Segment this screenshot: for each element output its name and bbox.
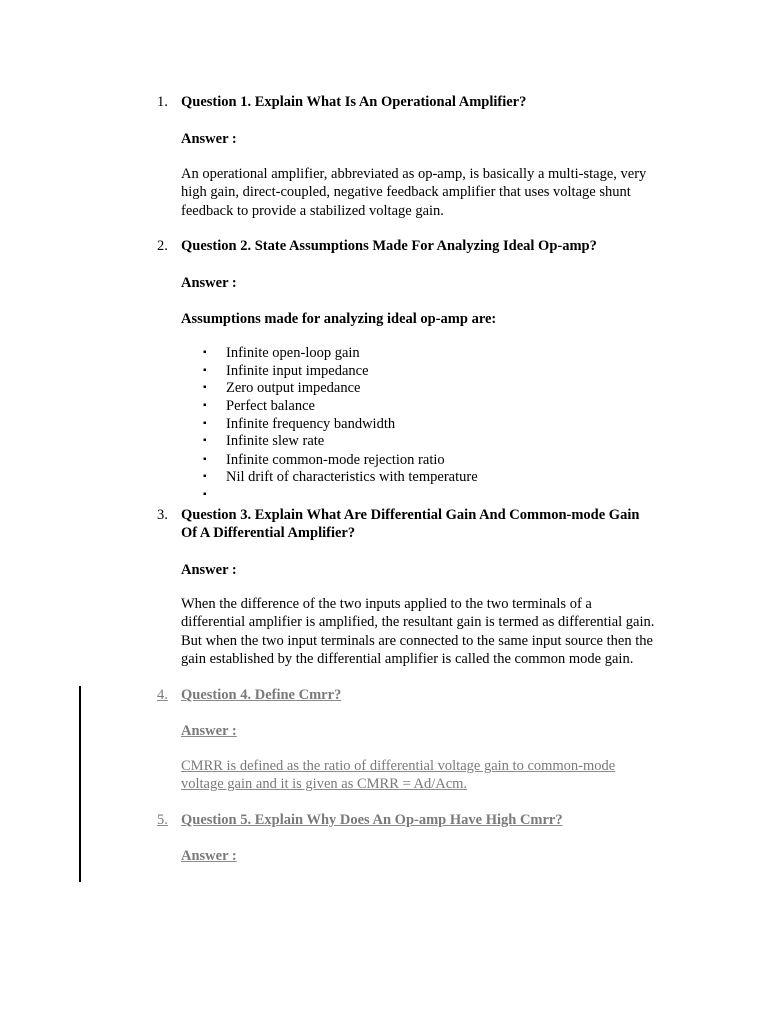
assumptions-intro: Assumptions made for analyzing ideal op-amp are: [181, 311, 497, 327]
answer-line: feedback to provide a stabilized voltage gain. [181, 202, 444, 219]
answer-line: voltage gain and it is given as CMRR = Ad/Acm. [181, 776, 468, 793]
list-item-text: Infinite input impedance [226, 362, 369, 379]
list-item-text: Infinite common-mode rejection ratio [226, 451, 445, 468]
question-title: Question 4. Define Cmrr? [181, 687, 342, 703]
answer-label: Answer : [181, 562, 237, 578]
answer-line: high gain, direct-coupled, negative feedback amplifier that uses voltage shunt [181, 184, 631, 201]
answer-label: Answer : [181, 848, 237, 864]
question-title [181, 506, 676, 542]
answer-paragraph [181, 165, 681, 220]
list-item-text: Perfect balance [226, 398, 315, 414]
bullet-icon: ▪ [203, 417, 207, 429]
bullet-icon: ▪ [203, 489, 207, 500]
answer-paragraph [181, 757, 681, 794]
question-title-line: Question 3. Explain What Are Differential Gain And Common-mode Gain [181, 507, 640, 523]
list-item-text: Infinite open-loop gain [226, 345, 360, 361]
question-number: 4. [157, 687, 168, 703]
answer-label: Answer : [181, 275, 237, 291]
question-number: 5. [157, 812, 168, 828]
answer-label: Answer : [181, 131, 237, 147]
list-item-text: Infinite frequency bandwidth [226, 415, 396, 432]
question-title: Question 1. Explain What Is An Operational Amplifier? [181, 94, 527, 110]
answer-line: An operational amplifier, abbreviated as op-amp, is basically a multi-stage, very [181, 166, 647, 182]
bullet-icon: ▪ [203, 347, 207, 358]
list-item-text: Infinite slew rate [226, 433, 325, 449]
bullet-icon: ▪ [203, 453, 207, 465]
answer-label: Answer : [181, 723, 237, 739]
question-title-line: Of A Differential Amplifier? [181, 525, 356, 541]
bullet-icon: ▪ [203, 364, 207, 376]
bullet-icon: ▪ [203, 435, 207, 446]
answer-paragraph [181, 595, 681, 668]
bullet-icon: ▪ [203, 471, 207, 482]
revision-change-bar [79, 686, 81, 882]
bullet-icon: ▪ [203, 400, 207, 411]
question-number: 1. [157, 94, 168, 110]
question-title: Question 2. State Assumptions Made For Analyzing Ideal Op-amp? [181, 238, 597, 254]
question-number: 3. [157, 507, 168, 523]
answer-line: gain established by the differential amplifier is called the common mode gain. [181, 650, 634, 667]
answer-line: differential amplifier is amplified, the resultant gain is termed as differential gain. [181, 614, 655, 631]
question-number: 2. [157, 238, 168, 254]
answer-line: CMRR is defined as the ratio of differential voltage gain to common-mode [181, 758, 616, 774]
question-title: Question 5. Explain Why Does An Op-amp Have High Cmrr? [181, 812, 563, 828]
answer-line: When the difference of the two inputs applied to the two terminals of a [181, 596, 592, 612]
bullet-icon: ▪ [203, 382, 207, 393]
answer-line: But when the two input terminals are connected to the same input source then the [181, 632, 653, 649]
list-item-text: Zero output impedance [226, 380, 361, 396]
list-item-text: Nil drift of characteristics with temperature [226, 469, 478, 485]
